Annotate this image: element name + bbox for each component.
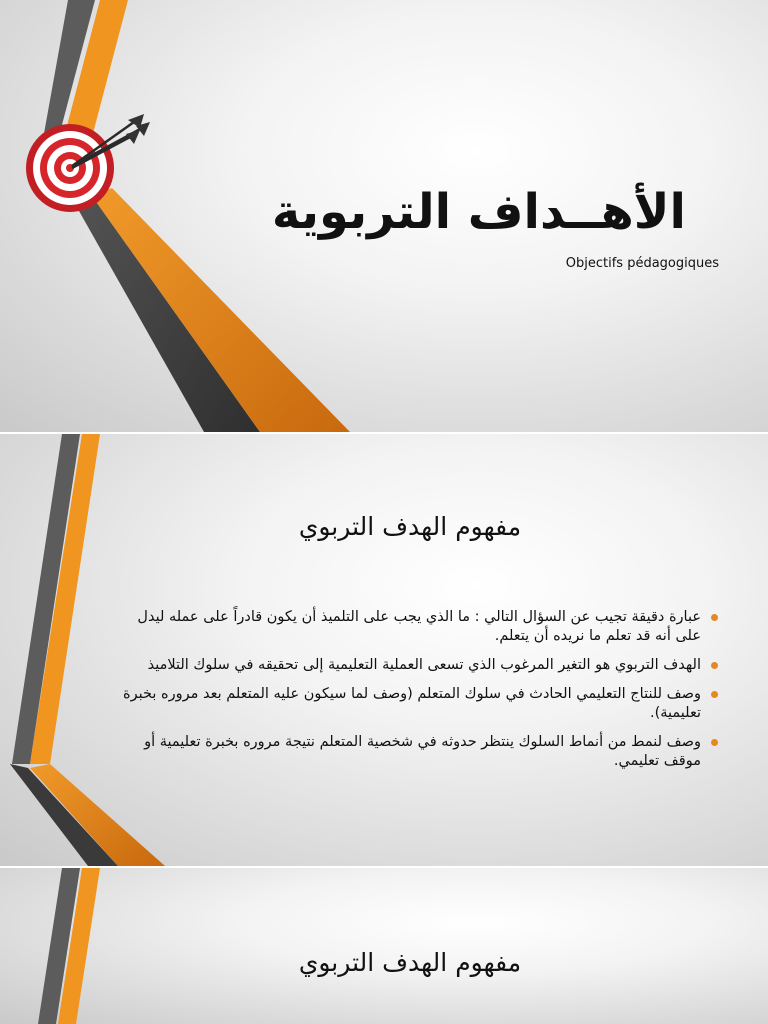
bullet-item: وصف لنمط من أنماط السلوك ينتظر حدوثه في شخصية المتعلم نتيجة مروره بخبرة تعليمية أو موقف تعليمي.: [120, 733, 720, 771]
slide-subtitle: Objectifs pédagogiques: [565, 256, 719, 271]
concept-slide: [0, 434, 768, 866]
title-slide: [0, 0, 768, 432]
bullet-item: الهدف التربوي هو التغير المرغوب الذي تسعى العملية التعليمية إلى تحقيقه في سلوك التلاميذ: [120, 656, 720, 675]
bullet-list: [120, 608, 720, 781]
slide-title: مفهوم الهدف التربوي: [298, 948, 522, 977]
bullet-item: عبارة دقيقة تجيب عن السؤال التالي : ما الذي يجب على التلميذ أن يكون قادراً على عمله ليدل على أنه قد تعلم ما نريده أن يتعلم.: [120, 608, 720, 646]
decorative-stripes: [0, 868, 768, 1024]
slide-title: مفهوم الهدف التربوي: [298, 512, 522, 541]
slide-title: الأهــداف التربوية: [271, 184, 686, 240]
bullet-item: وصف للنتاج التعليمي الحادث في سلوك المتعلم (وصف لما سيكون عليه المتعلم بعد مروره بخبرة تعليمية).: [120, 685, 720, 723]
concept-slide: [0, 868, 768, 1024]
target-with-arrows-icon: [22, 108, 154, 218]
